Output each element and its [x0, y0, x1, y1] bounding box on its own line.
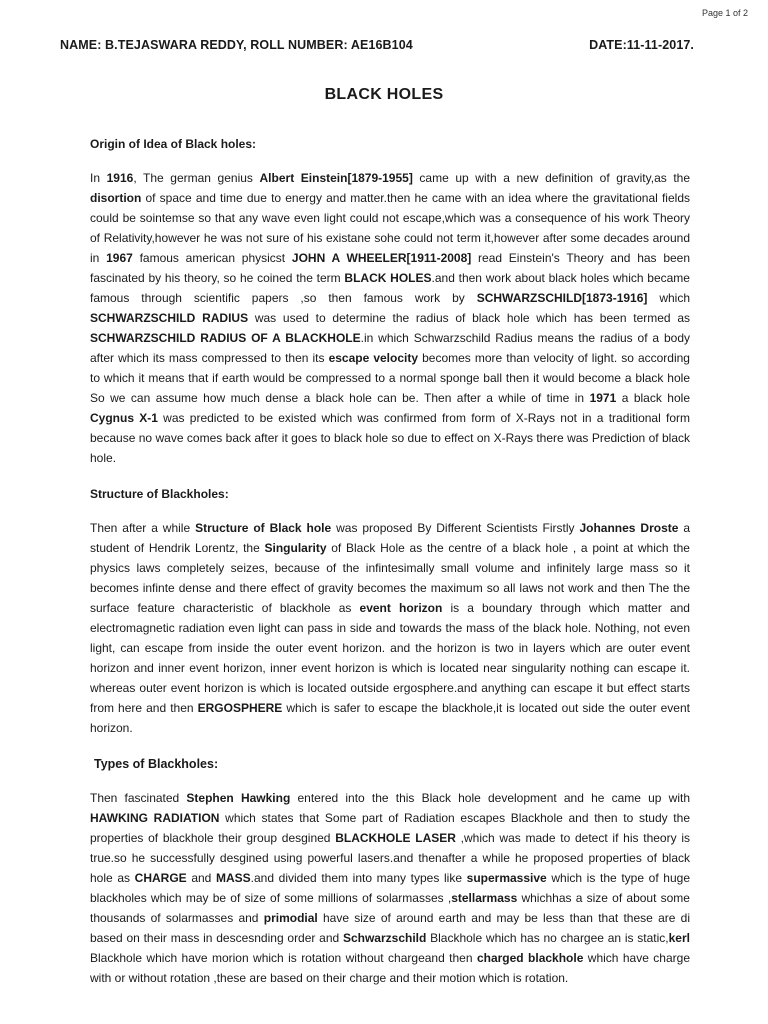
bold-term: 1967 — [106, 251, 133, 265]
bold-term: supermassive — [466, 871, 547, 885]
text-run: was proposed By Different Scientists Firstly — [331, 521, 580, 535]
text-run: read Einstein's Theory and has been fascinated by his theory, so he coined the term — [90, 251, 691, 285]
text-run: Blackhole which have morion which is rotation without chargeand then — [90, 951, 477, 965]
bold-term: Stephen Hawking — [186, 791, 291, 805]
text-run: of space and time due to energy and matter.then he came with an idea where the gravitational fields could be sointemse so that any wave even light could not escape,which was a consequence of his work Theory of Relativity,however he was not sure of his existane sohe could not term it,however after some decades around in — [90, 191, 690, 265]
text-run: Then fascinated — [90, 791, 187, 805]
document-date: DATE:11-11-2017. — [589, 38, 694, 52]
text-run: which is the type of huge blackholes which may be of size of some millions of solarmasses , — [90, 871, 690, 905]
text-run: ,which was made to detect if his theory is true.so he successfully desgined using powerful lasers.and thenafter a while he proposed properties of black hole as — [90, 831, 690, 885]
bold-term: primodial — [263, 911, 318, 925]
text-run: a black hole — [616, 391, 690, 405]
bold-term: Cygnus X-1 — [90, 411, 158, 425]
text-run: have size of around earth and may be less than that these are di based on their mass in descesnding order and — [90, 911, 690, 945]
bold-term: BLACKHOLE LASER — [335, 831, 456, 845]
bold-term: 1916 — [106, 171, 134, 185]
text-run: a student of Hendrik Lorentz, the — [90, 521, 691, 555]
bold-term: SCHWARZSCHILD[1873-1916] — [476, 291, 648, 305]
bold-term: Johannes Droste — [579, 521, 679, 535]
text-run: which — [647, 291, 690, 305]
text-run: which is safer to escape the blackhole,it is located out side the outer event horizon. — [90, 701, 690, 735]
text-run: which have charge with or without rotation ,these are based on their charge and their motion which is rotation. — [90, 951, 690, 985]
bold-term: Structure of Black hole — [195, 521, 332, 535]
bold-term: escape velocity — [328, 351, 419, 365]
text-run: , The german genius — [133, 171, 260, 185]
text-run: came up with a new definition of gravity,as the — [412, 171, 691, 185]
text-run: Then after a while — [90, 521, 196, 535]
bold-term: Albert Einstein[1879-1955] — [259, 171, 413, 185]
text-run: famous american physicst — [132, 251, 292, 265]
bold-term: 1971 — [589, 391, 617, 405]
page-number: Page 1 of 2 — [701, 8, 748, 18]
text-run: entered into the this Black hole development and he came up with — [290, 791, 691, 805]
section-heading-structure: Structure of Blackholes: — [90, 487, 229, 501]
bold-term: BLACK HOLES — [344, 271, 432, 285]
bold-term: kerl — [668, 931, 690, 945]
paragraph-origin — [90, 168, 690, 468]
text-run: of Black Hole as the centre of a black hole , a point at which the physics laws completely seizes, because of the infintesimally small volume and infinitely large mass so it becomes infinte dense and there effect of gravity becomes the maximum so all laws not work and then The the surface feature characteristic of blackhole as — [90, 541, 690, 615]
document-body — [90, 134, 690, 988]
text-run: and — [186, 871, 216, 885]
name-roll-number: NAME: B.TEJASWARA REDDY, ROLL NUMBER: AE16B104 — [60, 38, 413, 52]
bold-term: Schwarzschild — [342, 931, 427, 945]
section-heading-types: Types of Blackholes: — [94, 757, 219, 771]
bold-term: HAWKING RADIATION — [90, 811, 220, 825]
bold-term: JOHN A WHEELER[1911-2008] — [291, 251, 472, 265]
bold-term: charged blackhole — [476, 951, 584, 965]
text-run: is a boundary through which matter and electromagnetic radiation even light can pass in side and towards the mass of the black hole. Nothing, not even light, can escape from inside the outer event horizon. and the horizon is two in layers which are outer event horizon and inner event horizon, inner event horizon is which is located near singularity nothing can escape it. whereas outer event horizon is which is located outside ergosphere.and anything can escape it but effect starts from here and then — [90, 601, 690, 715]
bold-term: disortion — [90, 191, 142, 205]
text-run: whichhas a size of about some thousands of solarmasses and — [90, 891, 690, 925]
bold-term: MASS — [216, 871, 251, 885]
paragraph-types — [90, 788, 690, 988]
text-run: In — [90, 171, 107, 185]
text-run: was used to determine the radius of black hole which has been termed as — [248, 311, 690, 325]
section-heading-origin: Origin of Idea of Black holes: — [90, 137, 257, 151]
text-run: .and then work about black holes which became famous through scientific papers ,so then famous work by — [90, 271, 690, 305]
bold-term: stellarmass — [451, 891, 518, 905]
text-run: which states that Some part of Radiation escapes Blackhole and then to study the properties of blackhole their group desgined — [90, 811, 690, 845]
bold-term: ERGOSPHERE — [197, 701, 283, 715]
text-run: becomes more than velocity of light. so according to which it means that if earth would be compressed to a normal sponge ball then it would become a black hole So we can assume how much dense a black hole can be. Then after a while of time in — [90, 351, 690, 405]
bold-term: Singularity — [264, 541, 327, 555]
text-run: was predicted to be existed which was confirmed from form of X-Rays not in a traditional form because no wave comes back after it goes to black hole so due to effect on X-Rays there was Prediction of black hole. — [90, 411, 691, 465]
bold-term: SCHWARZSCHILD RADIUS OF A BLACKHOLE — [90, 331, 361, 345]
text-run: Blackhole which has no chargee an is static, — [426, 931, 669, 945]
bold-term: event horizon — [359, 601, 443, 615]
bold-term: CHARGE — [134, 871, 187, 885]
text-run: .in which Schwarzschild Radius means the radius of a body after which its mass compressed to then its — [90, 331, 690, 365]
document-title: BLACK HOLES — [324, 86, 444, 103]
text-run: .and divided them into many types like — [250, 871, 467, 885]
document-header — [60, 38, 694, 52]
paragraph-structure — [90, 518, 690, 738]
bold-term: SCHWARZSCHILD RADIUS — [90, 311, 249, 325]
